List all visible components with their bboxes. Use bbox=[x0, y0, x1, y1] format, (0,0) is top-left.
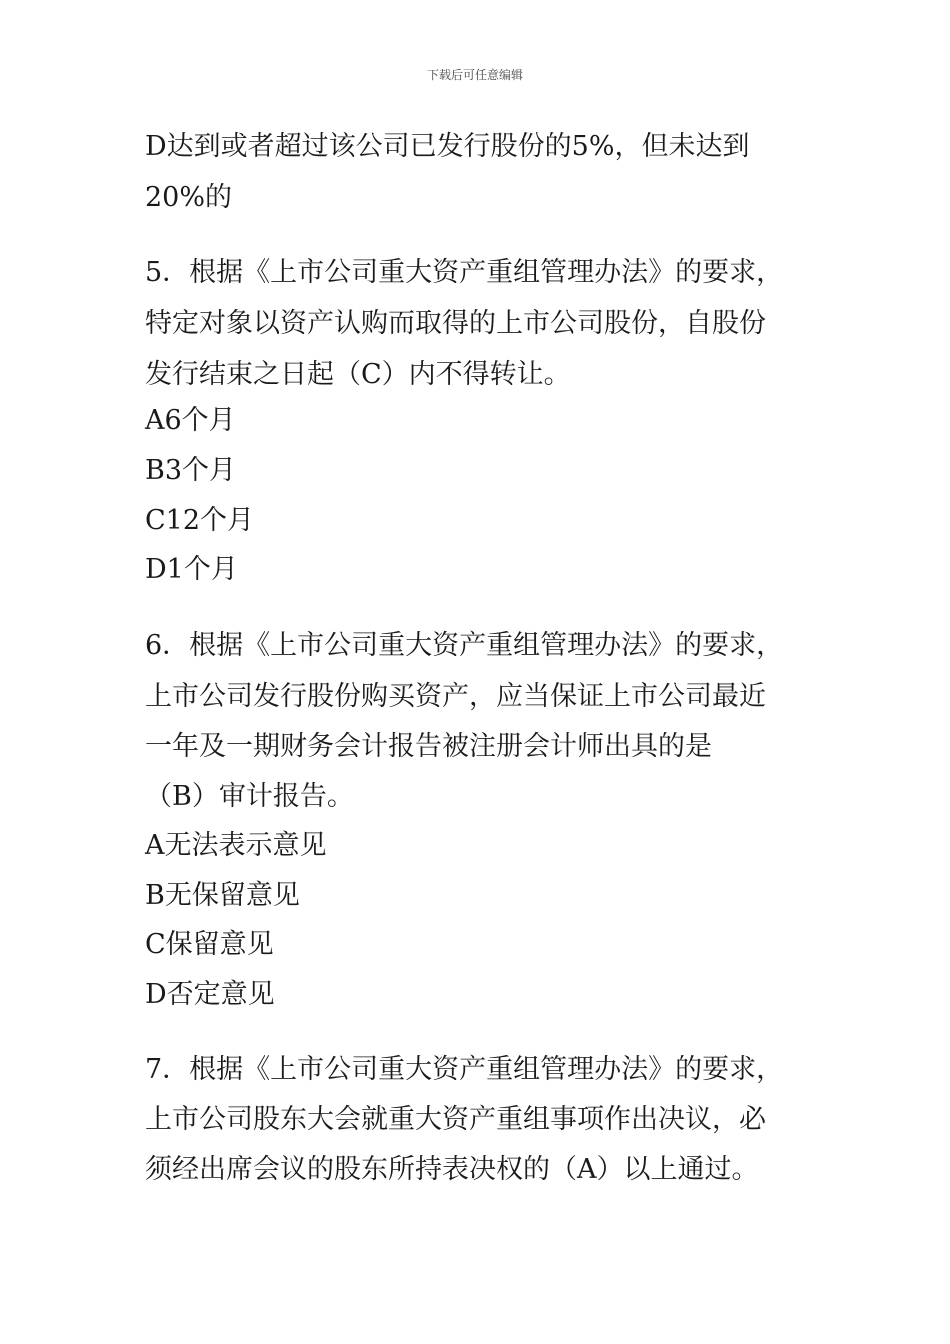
question-7-line: 须经出席会议的股东所持表决权的（A）以上通过。 bbox=[145, 1154, 759, 1185]
question-6-line: 上市公司发行股份购买资产，应当保证上市公司最近 bbox=[145, 681, 766, 712]
text-line: D达到或者超过该公司已发行股份的5%，但未达到 bbox=[145, 131, 750, 162]
question-6-line: 一年及一期财务会计报告被注册会计师出具的是 bbox=[145, 731, 712, 762]
question-5-line: 5．根据《上市公司重大资产重组管理办法》的要求， bbox=[145, 257, 784, 288]
option-line: A6个月 bbox=[145, 405, 236, 436]
question-6-line: （B）审计报告。 bbox=[145, 781, 354, 812]
option-line: B无保留意见 bbox=[145, 880, 300, 911]
text-line: 20%的 bbox=[145, 182, 233, 213]
question-5-line: 发行结束之日起（C）内不得转让。 bbox=[145, 359, 571, 390]
option-line: D否定意见 bbox=[145, 979, 275, 1010]
page-header: 下载后可任意编辑 bbox=[426, 68, 523, 82]
option-line: C保留意见 bbox=[145, 929, 274, 960]
option-line: D1个月 bbox=[145, 554, 238, 585]
question-5-line: 特定对象以资产认购而取得的上市公司股份，自股份 bbox=[145, 308, 766, 339]
option-line: B3个月 bbox=[145, 455, 237, 486]
option-line: C12个月 bbox=[145, 505, 255, 536]
option-line: A无法表示意见 bbox=[145, 830, 327, 861]
question-7-line: 7．根据《上市公司重大资产重组管理办法》的要求， bbox=[145, 1054, 784, 1085]
question-7-line: 上市公司股东大会就重大资产重组事项作出决议，必 bbox=[145, 1104, 766, 1135]
question-6-line: 6．根据《上市公司重大资产重组管理办法》的要求， bbox=[145, 630, 784, 661]
